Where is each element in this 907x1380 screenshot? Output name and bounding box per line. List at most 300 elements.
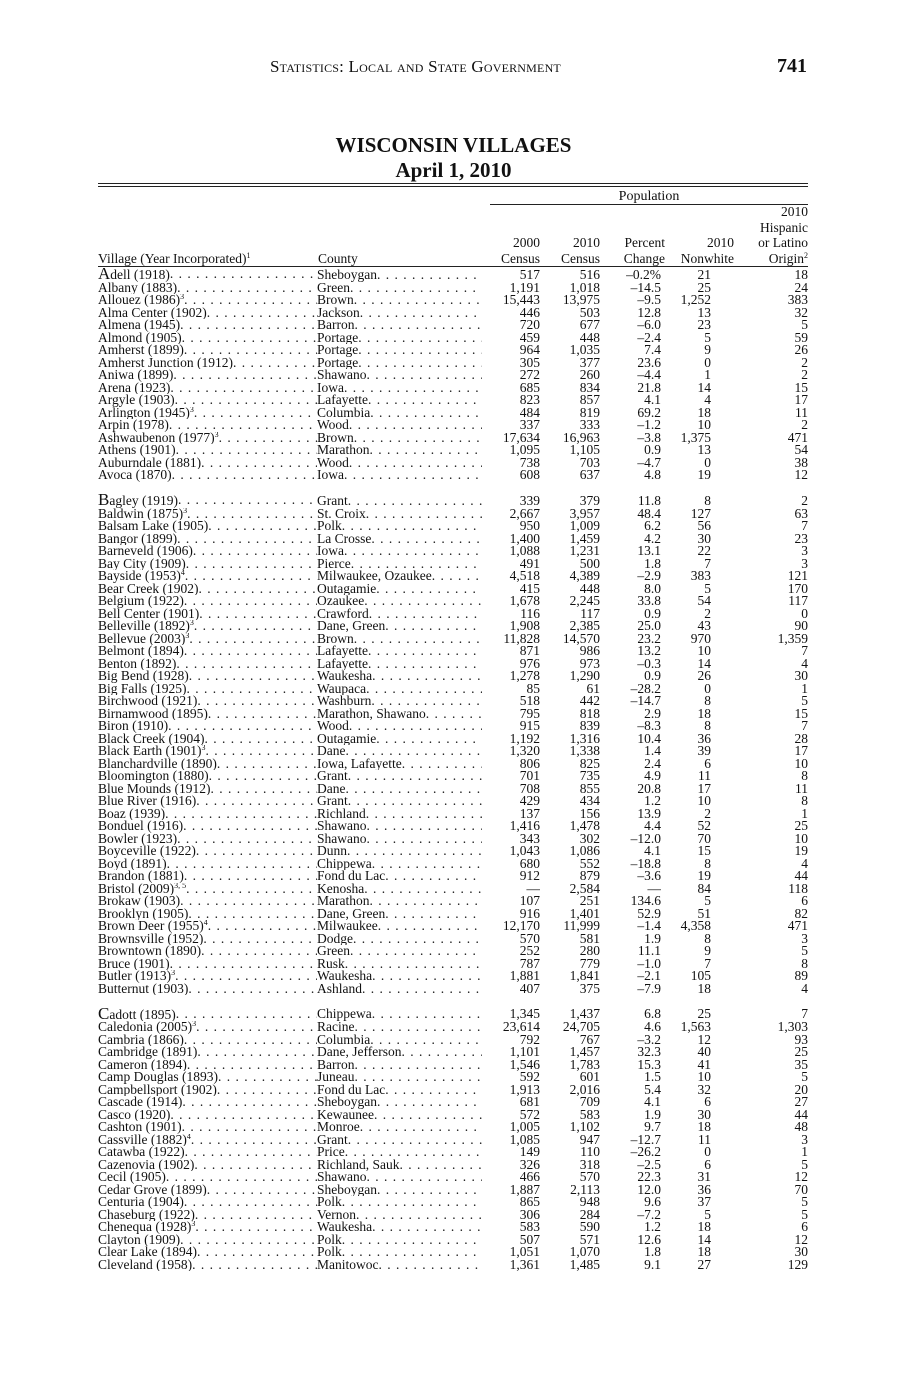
- percent-change-cell: 12.8: [637, 306, 661, 319]
- census-2010-cell: 948: [579, 1196, 600, 1209]
- village-name: Camp Douglas (1893): [98, 1071, 218, 1084]
- village-name: Clear Lake (1894): [98, 1246, 197, 1259]
- hispanic-cell: 27: [794, 1096, 808, 1109]
- table-row: [98, 933, 808, 946]
- village-name: Brandon (1881): [98, 870, 184, 883]
- table-row: [98, 1259, 808, 1272]
- village-name: Allouez (1986): [98, 294, 181, 307]
- hispanic-cell: 3: [801, 932, 808, 945]
- nonwhite-cell: 8: [704, 720, 711, 733]
- village-cell: [98, 1109, 317, 1122]
- hispanic-cell: 8: [801, 770, 808, 783]
- hispanic-cell: 12: [794, 1171, 808, 1184]
- census-2010-cell: 570: [579, 1171, 600, 1184]
- census-2010-cell: 857: [579, 394, 600, 407]
- table-row: [98, 820, 808, 833]
- percent-change-cell: 12.6: [637, 1233, 661, 1246]
- hispanic-cell: 24: [794, 281, 808, 294]
- nonwhite-cell: 6: [704, 1158, 711, 1171]
- village-name: Blue Mounds (1912): [98, 782, 211, 795]
- county-cell: Manitowoc . . .: [317, 1259, 482, 1272]
- nonwhite-cell: 8: [704, 857, 711, 870]
- nonwhite-cell: 31: [697, 1171, 711, 1184]
- village-cell: [98, 382, 317, 395]
- hispanic-cell: 10: [794, 757, 808, 770]
- table-row: [98, 1021, 808, 1034]
- nonwhite-cell: 17: [697, 782, 711, 795]
- village-name: Barneveld (1906): [98, 545, 193, 558]
- village-name: Brownsville (1952): [98, 932, 204, 945]
- census-2010-cell: 11,999: [563, 920, 600, 933]
- footnote-ref: 3, 5: [174, 882, 187, 890]
- nonwhite-cell: 383: [690, 570, 711, 583]
- village-name: Casco (1920): [98, 1108, 171, 1121]
- footnote-ref: 3: [185, 632, 190, 640]
- census-2000-cell: 1,908: [509, 620, 540, 633]
- hispanic-cell: 0: [801, 607, 808, 620]
- hispanic-cell: 10: [794, 832, 808, 845]
- percent-change-cell: –18.8: [630, 857, 661, 870]
- hispanic-cell: 117: [788, 595, 808, 608]
- table-row: [98, 795, 808, 808]
- percent-change-cell: –0.3: [637, 657, 661, 670]
- hispanic-cell: 118: [788, 882, 808, 895]
- county-cell: Brown . . .: [317, 432, 482, 445]
- percent-change-cell: 4.1: [644, 394, 661, 407]
- county-cell: Sheboygan . . .: [317, 268, 482, 282]
- county-cell: Shawano . . .: [317, 820, 482, 833]
- percent-change-cell: 4.2: [644, 532, 661, 545]
- percent-change-cell: –6.0: [637, 319, 661, 332]
- county-cell: Fond du Lac . . .: [317, 1084, 482, 1097]
- census-2010-cell: 1,009: [569, 520, 600, 533]
- county-cell: Dane . . .: [317, 783, 482, 796]
- census-2010-cell: 516: [579, 268, 600, 282]
- hispanic-cell: 19: [794, 845, 808, 858]
- village-name: Auburndale (1881): [98, 456, 202, 469]
- county-cell: Marathon . . .: [317, 444, 482, 457]
- percent-change-cell: 1.2: [644, 1221, 661, 1234]
- table-row: [98, 1084, 808, 1097]
- table-row: [98, 1096, 808, 1109]
- hispanic-cell: 8: [801, 957, 808, 970]
- village-cell: [98, 533, 317, 546]
- hispanic-cell: 54: [794, 444, 808, 457]
- percent-change-cell: –0.2%: [626, 268, 661, 282]
- village-name: Caledonia (2005): [98, 1021, 193, 1034]
- table-row: [98, 1246, 808, 1259]
- census-2000-cell: 1,361: [509, 1258, 540, 1271]
- table-row: [98, 369, 808, 382]
- percent-change-cell: –28.2: [630, 682, 661, 695]
- nonwhite-cell: 14: [697, 1233, 711, 1246]
- village-cell: [98, 357, 317, 370]
- county-cell: Dane, Jefferson . . .: [317, 1046, 482, 1059]
- census-2000-cell: 517: [519, 268, 540, 282]
- census-2010-cell: 280: [579, 945, 600, 958]
- village-name: Catawba (1922): [98, 1146, 185, 1159]
- hispanic-cell: 90: [794, 620, 808, 633]
- county-cell: Barron . . .: [317, 319, 482, 332]
- village-cell: [98, 608, 317, 621]
- header-bottom-rule: [98, 266, 808, 267]
- census-2000-cell: 912: [519, 870, 540, 883]
- nonwhite-cell: 7: [704, 957, 711, 970]
- table-row: [98, 783, 808, 796]
- percent-change-cell: 7.4: [644, 344, 661, 357]
- county-cell: Polk . . .: [317, 1246, 482, 1259]
- nonwhite-cell: 18: [697, 406, 711, 419]
- hispanic-cell: 121: [787, 570, 808, 583]
- percent-change-cell: 1.4: [644, 745, 661, 758]
- village-name: Almena (1945): [98, 319, 181, 332]
- hispanic-cell: 2: [801, 369, 808, 382]
- census-2000-cell: 871: [519, 645, 540, 658]
- percent-change-cell: 6.8: [644, 1007, 661, 1021]
- census-2010-cell: 703: [579, 456, 600, 469]
- village-cell: [98, 558, 317, 571]
- census-2000-cell: 1,678: [509, 595, 540, 608]
- census-2010-cell: 709: [579, 1096, 600, 1109]
- village-cell: [98, 1046, 317, 1059]
- village-name: Biron (1910): [98, 720, 169, 733]
- county-cell: Dodge . . .: [317, 933, 482, 946]
- table-row: [98, 382, 808, 395]
- hispanic-cell: 17: [794, 745, 808, 758]
- nonwhite-cell: 5: [704, 1208, 711, 1221]
- village-name: Boyceville (1922): [98, 845, 196, 858]
- nonwhite-cell: 18: [697, 1221, 711, 1234]
- census-2010-cell: 448: [579, 582, 600, 595]
- percent-change-cell: 15.3: [637, 1058, 661, 1071]
- county-cell: La Crosse . . .: [317, 533, 482, 546]
- running-head: [0, 57, 907, 81]
- census-2010-cell: 302: [579, 832, 600, 845]
- county-cell: Grant . . .: [317, 795, 482, 808]
- census-2010-cell: 735: [579, 770, 600, 783]
- census-2000-cell: 1,051: [509, 1246, 540, 1259]
- table-row: [98, 1146, 808, 1159]
- county-cell: Iowa . . .: [317, 382, 482, 395]
- table-row: [98, 1034, 808, 1047]
- village-cell: [98, 1034, 317, 1047]
- hispanic-cell: 12: [794, 469, 808, 482]
- census-2010-cell: 1,478: [569, 820, 600, 833]
- percent-change-cell: 33.8: [637, 595, 661, 608]
- village-name: Butternut (1903): [98, 982, 189, 995]
- village-cell: [98, 1059, 317, 1072]
- top-rule-1: [98, 183, 808, 184]
- census-2000-cell: 466: [519, 1171, 540, 1184]
- nonwhite-cell: 6: [704, 1096, 711, 1109]
- table-row: [98, 958, 808, 971]
- census-2000-cell: 1,043: [509, 845, 540, 858]
- hispanic-cell: 20: [794, 1083, 808, 1096]
- county-cell: Waukesha . . .: [317, 1221, 482, 1234]
- village-name: Almond (1905): [98, 331, 182, 344]
- census-2000-cell: 1,887: [509, 1183, 540, 1196]
- village-cell: [98, 895, 317, 908]
- county-cell: Richland, Sauk . . .: [317, 1159, 482, 1172]
- census-2000-cell: 608: [519, 469, 540, 482]
- nonwhite-cell: 2: [704, 807, 711, 820]
- table-row: [98, 845, 808, 858]
- nonwhite-cell: 1: [704, 369, 711, 382]
- footnote-ref: 3: [183, 507, 188, 515]
- table-row: [98, 1171, 808, 1184]
- village-name: Chaseburg (1922): [98, 1208, 195, 1221]
- table-row: [98, 633, 808, 646]
- census-2010-cell: 1,437: [569, 1007, 600, 1021]
- percent-change-cell: –1.4: [637, 920, 661, 933]
- census-2000-cell: 407: [519, 982, 540, 995]
- nonwhite-cell: 8: [704, 695, 711, 708]
- group-spacer: [98, 482, 808, 495]
- percent-change-cell: –1.0: [637, 957, 661, 970]
- village-name: Bruce (1901): [98, 957, 170, 970]
- census-2000-cell: 107: [519, 895, 540, 908]
- census-2000-cell: 806: [519, 757, 540, 770]
- table-row: [98, 1059, 808, 1072]
- census-2000-cell: 272: [519, 369, 540, 382]
- census-2010-cell: 1,783: [569, 1058, 600, 1071]
- census-2010-cell: 1,102: [569, 1121, 600, 1134]
- hispanic-cell: 15: [794, 707, 808, 720]
- village-cell: [98, 545, 317, 558]
- village-name: Bristol (2009): [98, 882, 175, 895]
- village-cell: [98, 1071, 317, 1084]
- census-2010-cell: 2,016: [569, 1083, 600, 1096]
- percent-change-cell: 13.9: [637, 807, 661, 820]
- census-2010-cell: 284: [579, 1208, 600, 1221]
- village-name: Balsam Lake (1905): [98, 520, 209, 533]
- census-2010-cell: 110: [580, 1146, 600, 1159]
- village-cell: [98, 407, 317, 420]
- percent-change-cell: 13.2: [637, 645, 661, 658]
- hispanic-cell: 89: [794, 970, 808, 983]
- percent-change-cell: –7.2: [637, 1208, 661, 1221]
- village-cell: [98, 970, 317, 983]
- village-cell: [98, 770, 317, 783]
- census-2010-cell: 590: [579, 1221, 600, 1234]
- table-row: [98, 394, 808, 407]
- hispanic-cell: 4: [801, 857, 808, 870]
- percent-change-cell: 0.9: [644, 607, 661, 620]
- census-2010-cell: 24,705: [562, 1021, 600, 1034]
- census-2010-cell: 434: [579, 795, 600, 808]
- census-2010-cell: 973: [579, 657, 600, 670]
- percent-change-header: Percent Change: [623, 235, 665, 266]
- percent-change-cell: 4.1: [644, 845, 661, 858]
- hispanic-cell: 18: [794, 268, 808, 282]
- table-row: [98, 733, 808, 746]
- census-2000-cell: 792: [519, 1033, 540, 1046]
- census-2010-cell: 13,975: [562, 294, 600, 307]
- village-name: Cashton (1901): [98, 1121, 182, 1134]
- village-name: Ashwaubenon (1977): [98, 431, 215, 444]
- village-name: Cassville (1882): [98, 1133, 187, 1146]
- hispanic-cell: 82: [794, 907, 808, 920]
- nonwhite-cell: 5: [704, 331, 711, 344]
- census-2010-cell: 251: [579, 895, 600, 908]
- percent-change-cell: –4.4: [637, 369, 661, 382]
- census-2010-cell: 1,401: [569, 907, 600, 920]
- census-2010-cell: 379: [579, 494, 600, 508]
- county-cell: Jackson . . .: [317, 307, 482, 320]
- hispanic-cell: 11: [795, 406, 808, 419]
- county-cell: Marathon, Shawano . . .: [317, 708, 482, 721]
- table-row: [98, 758, 808, 771]
- village-name: Cazenovia (1902): [98, 1158, 195, 1171]
- county-cell: Dane, Green . . .: [317, 908, 482, 921]
- county-cell: Iowa . . .: [317, 545, 482, 558]
- hispanic-cell: 6: [801, 895, 808, 908]
- census-2010-cell: 1,338: [569, 745, 600, 758]
- hispanic-cell: 35: [794, 1058, 808, 1071]
- village-name: Blanchardville (1890): [98, 757, 217, 770]
- village-name: Cleveland (1958): [98, 1258, 193, 1271]
- hispanic-cell: 28: [794, 732, 808, 745]
- village-cell: [98, 945, 317, 958]
- nonwhite-cell: 30: [697, 1108, 711, 1121]
- census-2000-cell: 916: [519, 907, 540, 920]
- hispanic-cell: 23: [794, 532, 808, 545]
- county-cell: Waukesha . . .: [317, 670, 482, 683]
- footnote-ref: 3: [192, 1021, 197, 1028]
- percent-change-cell: 9.7: [644, 1121, 661, 1134]
- census-2010-cell: 855: [579, 782, 600, 795]
- village-cell: [98, 444, 317, 457]
- table-row: [98, 1109, 808, 1122]
- census-2010-cell: 1,035: [569, 344, 600, 357]
- county-cell: Barron . . .: [317, 1059, 482, 1072]
- county-cell: Crawford . . .: [317, 608, 482, 621]
- village-name: Cadott (1895): [98, 1007, 176, 1021]
- nonwhite-cell: 4: [704, 394, 711, 407]
- percent-change-cell: 4.8: [644, 469, 661, 482]
- county-cell: Vernon . . .: [317, 1209, 482, 1222]
- table-row: [98, 282, 808, 295]
- village-name: Brooklyn (1905): [98, 907, 189, 920]
- hispanic-cell: 5: [801, 1071, 808, 1084]
- census-2000-cell: 570: [519, 932, 540, 945]
- village-name: Brown Deer (1955): [98, 920, 204, 933]
- village-cell: [98, 745, 317, 758]
- village-cell: [98, 845, 317, 858]
- table-row: [98, 332, 808, 345]
- census-2000-cell: 1,913: [509, 1083, 540, 1096]
- village-name: Birnamwood (1895): [98, 707, 208, 720]
- village-cell: [98, 708, 317, 721]
- percent-change-cell: 48.4: [637, 507, 661, 520]
- village-cell: [98, 1084, 317, 1097]
- census-2010-cell: 1,018: [569, 281, 600, 294]
- census-2000-cell: 964: [519, 344, 540, 357]
- county-cell: Waupaca . . .: [317, 683, 482, 696]
- table-row: [98, 1046, 808, 1059]
- percent-change-cell: 9.6: [644, 1196, 661, 1209]
- census-2000-cell: 1,881: [509, 970, 540, 983]
- census-2010-cell: 1,459: [569, 532, 600, 545]
- village-name: Big Bend (1928): [98, 670, 189, 683]
- village-cell: [98, 633, 317, 646]
- table-row: [98, 1196, 808, 1209]
- village-cell: [98, 1234, 317, 1247]
- village-name: Bowler (1923): [98, 832, 178, 845]
- village-cell: [98, 595, 317, 608]
- county-cell: Milwaukee, Ozaukee . . .: [317, 570, 482, 583]
- nonwhite-cell: 13: [697, 444, 711, 457]
- hispanic-cell: 48: [794, 1121, 808, 1134]
- table-row: [98, 432, 808, 445]
- nonwhite-cell: 41: [697, 1058, 711, 1071]
- census-2000-cell: 459: [519, 331, 540, 344]
- village-name: Baldwin (1875): [98, 507, 184, 520]
- village-cell: [98, 344, 317, 357]
- nonwhite-cell: 11: [698, 1133, 711, 1146]
- county-cell: Dane, Green . . .: [317, 620, 482, 633]
- village-name: Aniwa (1899): [98, 369, 174, 382]
- nonwhite-cell: 1,252: [680, 294, 711, 307]
- footnote-ref: 3: [180, 294, 185, 301]
- village-cell: [98, 645, 317, 658]
- village-cell: [98, 1209, 317, 1222]
- hispanic-cell: 1: [801, 682, 808, 695]
- village-cell: [98, 1184, 317, 1197]
- nonwhite-cell: 39: [697, 745, 711, 758]
- census-2000-cell: 343: [519, 832, 540, 845]
- village-name: Bear Creek (1902): [98, 582, 199, 595]
- census-2000-cell: 795: [519, 707, 540, 720]
- page-number: 741: [777, 55, 807, 77]
- nonwhite-cell: 56: [697, 520, 711, 533]
- village-cell: [98, 369, 317, 382]
- nonwhite-cell: 18: [697, 1121, 711, 1134]
- nonwhite-cell: 0: [704, 1146, 711, 1159]
- hispanic-cell: 2: [801, 419, 808, 432]
- census-2010-cell: 1,841: [569, 970, 600, 983]
- table-row: [98, 294, 808, 307]
- percent-change-cell: 32.3: [637, 1046, 661, 1059]
- nonwhite-cell: 19: [697, 469, 711, 482]
- table-row: [98, 307, 808, 320]
- census-2000-cell: 1,416: [509, 820, 540, 833]
- census-2000-cell: 252: [519, 945, 540, 958]
- census-2000-cell: 116: [520, 607, 540, 620]
- county-cell: Portage . . .: [317, 332, 482, 345]
- percent-change-cell: 2.9: [644, 707, 661, 720]
- nonwhite-cell: 25: [697, 281, 711, 294]
- percent-change-cell: 21.8: [637, 381, 661, 394]
- percent-change-cell: 10.4: [637, 732, 661, 745]
- hispanic-cell: 4: [801, 657, 808, 670]
- census-2000-cell: 2,667: [509, 507, 540, 520]
- nonwhite-cell: 30: [697, 532, 711, 545]
- nonwhite-cell: 18: [697, 1246, 711, 1259]
- footnote-ref: 4: [186, 1133, 191, 1141]
- hispanic-cell: 129: [787, 1258, 808, 1271]
- nonwhite-cell: 11: [698, 770, 711, 783]
- village-name: Bagley (1919): [98, 494, 178, 508]
- county-cell: Richland . . .: [317, 808, 482, 821]
- county-cell: Columbia . . .: [317, 407, 482, 420]
- nonwhite-cell: 10: [697, 419, 711, 432]
- census-2000-cell: 1,088: [509, 545, 540, 558]
- percent-change-cell: 1.9: [644, 932, 661, 945]
- nonwhite-cell: 36: [697, 1183, 711, 1196]
- census-2000-cell: 446: [519, 306, 540, 319]
- table-row: [98, 1159, 808, 1172]
